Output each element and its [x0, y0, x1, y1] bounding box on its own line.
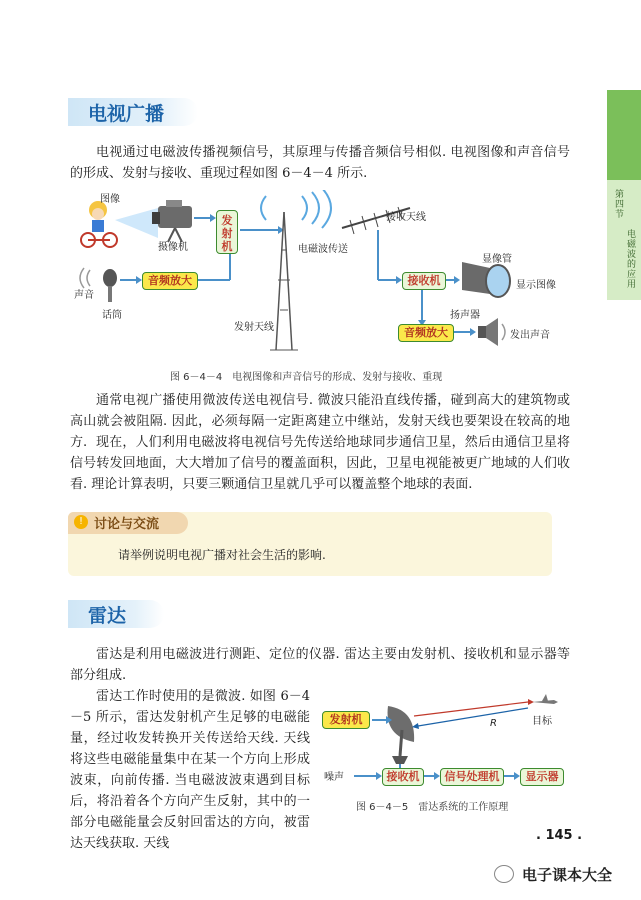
side-tab-green-top: [607, 90, 641, 180]
chapter-side-tab: [607, 90, 641, 300]
audio-amp-right-box: 音频放大: [398, 324, 454, 342]
side-tab-section: 第四节: [615, 190, 625, 220]
receiver-box: 接收机: [402, 272, 446, 290]
page-number: . 145 .: [536, 828, 583, 843]
label-image: 图像: [100, 194, 120, 205]
lightbulb-icon: !: [74, 515, 88, 529]
discussion-box: [68, 512, 552, 576]
tv-paragraph-3: 现在，人们利用电磁波将电视信号先传送给地球同步通信卫星，然后由通信卫星将信号转发回地面，大大增加了信号的覆盖面积，因此，卫星电视能被更广地域的人们收看. 理论计算表明，只要三颗通信卫星就几乎可以覆盖整个地球的表面.: [70, 435, 570, 492]
speaker-icon: [478, 318, 505, 346]
display-tube-icon: [462, 262, 510, 297]
light-beam: [115, 208, 158, 238]
transmitter-box: 发射机: [216, 210, 238, 254]
discussion-text: 请举例说明电视广播对社会生活的影响.: [118, 548, 326, 562]
jet-icon: [532, 694, 558, 704]
label-em-wave: 电磁波传送: [298, 244, 348, 255]
tower-icon: [270, 212, 298, 350]
discussion-header: [68, 512, 188, 534]
label-distance-r: R: [490, 718, 497, 729]
discussion-title: 讨论与交流: [94, 517, 160, 532]
label-camera: 摄像机: [158, 242, 188, 253]
radar-display-box: 显示器: [520, 768, 564, 786]
side-tab-title: 电磁波的应用: [627, 230, 637, 290]
watermark-badge-text: 电子课本大全: [522, 866, 613, 884]
figure-644: [70, 190, 570, 362]
audio-amp-left-box: 音频放大: [142, 272, 198, 290]
label-show-image: 显示图像: [516, 280, 556, 291]
tv-paragraph-1: 电视通过电磁波传播视频信号，其原理与传播音频信号相似. 电视图像和声音信号的形成、发射与接收、重现过程如图 6－4－4 所示.: [70, 145, 570, 181]
label-microphone: 话筒: [102, 310, 122, 321]
radar-paragraph-1: 雷达是利用电磁波进行测距、定位的仪器. 雷达主要由发射机、接收机和显示器等部分组成.: [70, 647, 570, 683]
radar-transmitter-box: 发射机: [322, 711, 370, 729]
label-rx-antenna: 接收天线: [386, 212, 426, 223]
label-tx-antenna: 发射天线: [234, 322, 274, 333]
label-emit-sound: 发出声音: [510, 330, 550, 341]
label-sound: 声音: [74, 290, 94, 301]
section-title-tv: 电视广播: [68, 98, 198, 126]
radar-receiver-box: 接收机: [382, 768, 424, 786]
label-speaker: 扬声器: [450, 310, 480, 321]
figure-645: [318, 692, 568, 792]
radar-processor-box: 信号处理机: [440, 768, 504, 786]
label-noise: 噪声: [324, 772, 344, 783]
figure-645-caption: 图 6－4－5 雷达系统的工作原理: [356, 802, 509, 813]
label-target: 目标: [532, 716, 552, 727]
label-display-tube: 显像管: [482, 254, 512, 265]
radar-paragraph-2: 雷达工作时使用的是微波. 如图 6－4－5 所示，雷达发射机产生足够的电磁能量，经过收发转换开关传送给天线. 天线将这些电磁能量集中在某一个方向上形成波束，向前传播. 当电磁波波束遇到目标后，将沿着各个方向产生反射，其中的一部分电磁能量会反射回雷达的方向，被雷达天线获取. 天线: [70, 689, 310, 851]
tv-paragraph-2: 通常电视广播使用微波传送电视信号. 微波只能沿直线传播，碰到高大的建筑物或高山就会被阻隔. 因此，必须每隔一定距离建立中继站，发射天线也要架设在较高的地方.: [70, 393, 570, 450]
figure-644-caption: 图 6－4－4 电视图像和声音信号的形成、发射与接收、重现: [170, 372, 443, 383]
radar-dish-icon: [388, 706, 415, 764]
section-title-radar: 雷达: [68, 600, 164, 628]
microphone-icon: [103, 269, 117, 302]
child-bicycle-icon: [81, 201, 117, 247]
wechat-icon: [494, 865, 514, 883]
watermark-badge: [494, 862, 640, 888]
